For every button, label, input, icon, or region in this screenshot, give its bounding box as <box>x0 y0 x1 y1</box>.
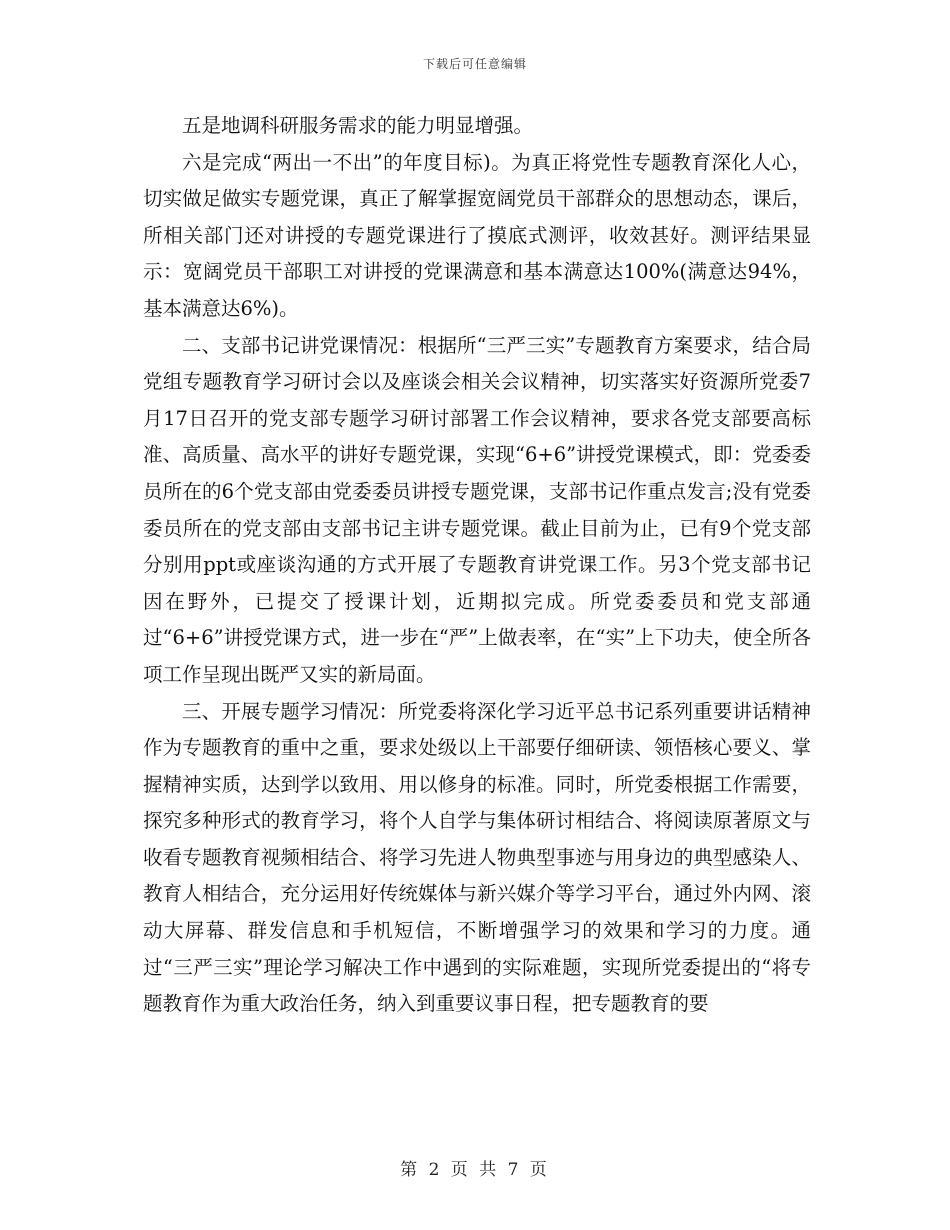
paragraph-five: 五是地调科研服务需求的能力明显增强。 <box>182 114 534 137</box>
header-note: 下载后可任意编辑 <box>422 57 527 71</box>
paragraph-section-two: 二、支部书记讲党课情况：根据所“三严三实”专题教育方案要求，结合局党组专题教育学习研讨会以及座谈会相关会议精神，切实落实好资源所党委7月17日召开的党支部专题学习研讨部署工作会议精神，要求各党支部要高标准、高质量、高水平的讲好专题党课，实现“6+6”讲授党课模式，即：党委委员所在的6个党支部由党委委员讲授专题党课，支部书记作重点发言;没有党委委员所在的党支部由支部书记主讲专题党课。截止目前为止，已有9个党支部分别用ppt或座谈沟通的方式开展了专题教育讲党课工作。另3个党支部书记因在野外，已提交了授课计划，近期拟完成。所党委委员和党支部通过“6+6”讲授党课方式，进一步在“严”上做表率，在“实”上下功夫，使全所各项工作呈现出既严又实的新局面。 <box>143 333 811 686</box>
paragraph-six: 六是完成“两出一不出”的年度目标)。为真正将党性专题教育深化人心，切实做足做实专题党课，真正了解掌握宽阔党员干部群众的思想动态，课后，所相关部门还对讲授的专题党课进行了摸底式测评，收效甚好。测评结果显示：宽阔党员干部职工对讲授的党课满意和基本满意达100%(满意达94%，基本满意达6%)。 <box>143 150 811 320</box>
document-body <box>143 108 811 1023</box>
page-number: 第 2 页 共 7 页 <box>400 1160 550 1180</box>
paragraph-section-three: 三、开展专题学习情况：所党委将深化学习近平总书记系列重要讲话精神作为专题教育的重中之重，要求处级以上干部要仔细研读、领悟核心要义、掌握精神实质，达到学以致用、用以修身的标准。同时，所党委根据工作需要，探究多种形式的教育学习，将个人自学与集体研讨相结合、将阅读原著原文与收看专题教育视频相结合、将学习先进人物典型事迹与用身边的典型感染人、教育人相结合，充分运用好传统媒体与新兴媒介等学习平台，通过外内网、滚动大屏幕、群发信息和手机短信，不断增强学习的效果和学习的力度。通过“三严三实”理论学习解决工作中遇到的实际难题，实现所党委提出的“将专题教育作为重大政治任务，纳入到重要议事日程，把专题教育的要 <box>143 699 811 1016</box>
